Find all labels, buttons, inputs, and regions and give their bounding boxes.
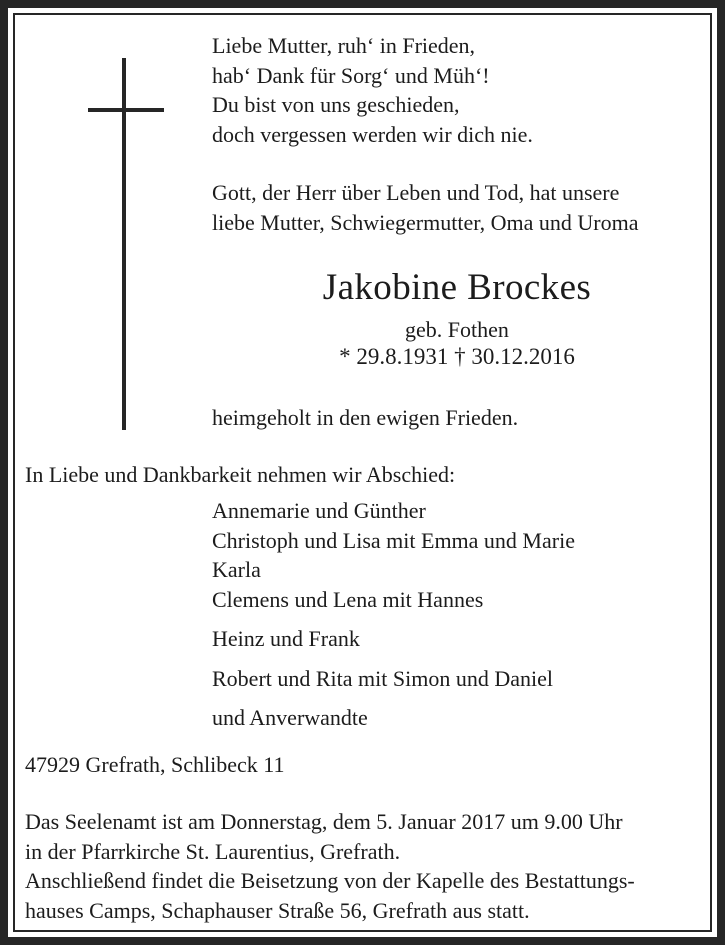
announcement-intro [212, 178, 702, 237]
family-address: 47929 Grefrath, Schlibeck 11 [25, 752, 285, 777]
intro-line: liebe Mutter, Schwiegermutter, Oma und Uroma [212, 209, 639, 235]
survivor-line: Heinz und Frank [212, 626, 360, 651]
notice-content [15, 15, 710, 930]
survivor-line: Clemens und Lena mit Hannes [212, 586, 484, 612]
memorial-poem [212, 31, 702, 149]
survivor-line: Robert und Rita mit Simon und Daniel [212, 665, 553, 691]
cross-crossbar [88, 108, 164, 112]
service-line: Anschließend findet die Beisetzung von der Kapelle des Bestattungs- [25, 868, 635, 893]
poem-line: Du bist von uns geschieden, [212, 92, 460, 117]
poem-line: hab‘ Dank für Sorg‘ und Müh‘! [212, 62, 490, 88]
cross-stem [122, 58, 126, 430]
farewell-lead-in: In Liebe und Dankbarkeit nehmen wir Abschied: [25, 462, 456, 487]
survivor-line: und Anverwandte [212, 705, 368, 730]
survivors-list [212, 496, 702, 733]
service-line: hauses Camps, Schaphauser Straße 56, Grefrath aus statt. [25, 897, 530, 923]
service-line: Das Seelenamt ist am Donnerstag, dem 5. Januar 2017 um 9.00 Uhr [25, 809, 623, 834]
deceased-maiden-name: geb. Fothen [405, 317, 509, 342]
poem-line: doch vergessen werden wir dich nie. [212, 121, 533, 147]
funeral-service-details [25, 807, 705, 925]
service-line: in der Pfarrkirche St. Laurentius, Grefrath. [25, 838, 401, 864]
poem-line: Liebe Mutter, ruh‘ in Frieden, [212, 33, 476, 58]
intro-line: Gott, der Herr über Leben und Tod, hat unsere [212, 180, 620, 205]
survivor-line: Christoph und Lisa mit Emma und Marie [212, 527, 575, 553]
deceased-name: Jakobine Brockes [322, 267, 592, 308]
deceased-life-dates: * 29.8.1931 † 30.12.2016 [339, 344, 575, 369]
survivor-line: Annemarie und Günther [212, 498, 426, 523]
survivor-line: Karla [212, 557, 261, 582]
latin-cross-icon [88, 58, 164, 430]
closing-line: heimgeholt in den ewigen Frieden. [212, 405, 519, 430]
